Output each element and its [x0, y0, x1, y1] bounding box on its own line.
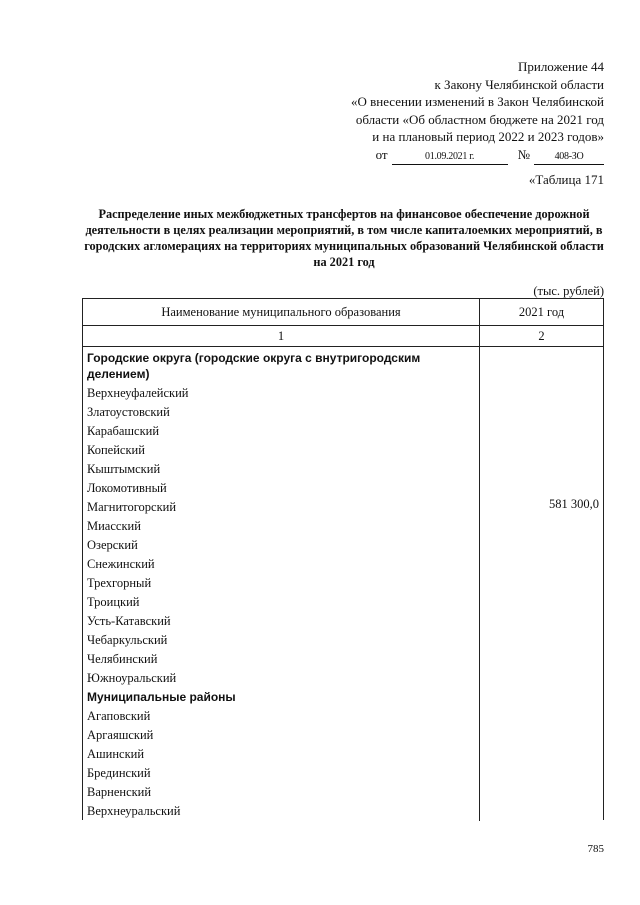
units-label: (тыс. рублей) — [533, 284, 604, 298]
group-heading-municipal-districts: Муниципальные районы — [87, 690, 236, 704]
table-row: Кыштымский — [87, 462, 161, 476]
law-title-line3: и на плановый период 2022 и 2023 годов» — [372, 129, 604, 144]
table-row: Агаповский — [87, 709, 151, 723]
document-title: Распределение иных межбюджетных трансфертов на финансовое обеспечение дорожной деятельности в целях реализации мероприятий, в том числе капиталоемких мероприятий, в городских агломерациях на территориях муниципальных образований Челябинской области на 2021 год — [84, 207, 604, 269]
distribution-table — [82, 298, 604, 820]
table-row: Верхнеуфалейский — [87, 386, 189, 400]
column-number-1: 1 — [83, 326, 480, 346]
law-date: 01.09.2021 г. — [392, 150, 508, 165]
table-row: Снежинский — [87, 557, 155, 571]
page-number: 785 — [587, 843, 604, 855]
law-title-line2: области «Об областном бюджете на 2021 год — [355, 111, 604, 127]
column-header-name: Наименование муниципального образования — [83, 299, 480, 325]
municipality-names — [83, 347, 480, 821]
table-row: Верхнеуральский — [87, 804, 181, 818]
column-header-year: 2021 год — [518, 304, 565, 319]
column-number-2: 2 — [538, 328, 545, 343]
table-row: Копейский — [87, 443, 145, 457]
table-row: Ашинский — [87, 747, 145, 761]
table-row: Миасский — [87, 519, 141, 533]
table-row: Златоустовский — [87, 405, 170, 419]
table-body — [83, 347, 603, 821]
table-row: Южноуральский — [87, 671, 177, 685]
appendix-number: Приложение 44 — [517, 59, 604, 74]
table-row: Челябинский — [87, 652, 158, 666]
table-row: Аргаяшский — [87, 728, 154, 742]
number-label: № — [517, 146, 530, 162]
table-row: Магнитогорский — [87, 500, 177, 514]
law-reference: к Закону Челябинской области — [434, 76, 604, 92]
from-label: от — [375, 146, 388, 162]
table-column-number-row — [83, 326, 603, 347]
table-row: Карабашский — [87, 424, 160, 438]
value-cell: 581 300,0 — [549, 497, 599, 511]
table-row: Локомотивный — [87, 481, 167, 495]
table-reference: «Таблица 171 — [528, 172, 604, 187]
table-row: Трехгорный — [87, 576, 152, 590]
table-row: Брединский — [87, 766, 151, 780]
group-heading-urban-districts: Городские округа (городские округа с внутригородским делением) — [87, 351, 421, 381]
law-number: 408-ЗО — [534, 150, 604, 165]
appendix-header — [284, 58, 604, 165]
law-title-line1: «О внесении изменений в Закон Челябинской — [350, 94, 604, 109]
table-row: Варненский — [87, 785, 152, 799]
table-row: Чебаркульский — [87, 633, 168, 647]
table-row: Усть-Катавский — [87, 614, 171, 628]
law-date-number — [284, 146, 604, 165]
table-row: Озерский — [87, 538, 138, 552]
table-row: Троицкий — [87, 595, 140, 609]
table-header-row — [83, 299, 603, 326]
year-values — [480, 347, 603, 821]
